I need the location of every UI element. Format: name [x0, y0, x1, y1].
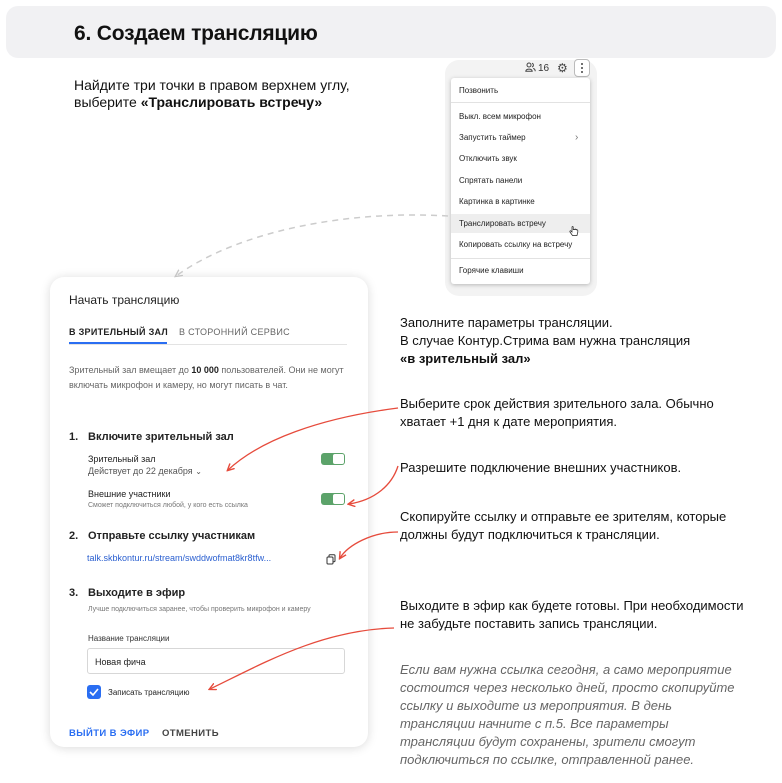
hall-until-text: Действует до 22 декабря — [88, 466, 193, 476]
tab-viewing-hall[interactable]: В ЗРИТЕЛЬНЫЙ ЗАЛ — [69, 327, 169, 337]
record-checkbox-label: Записать трансляцию — [108, 688, 190, 697]
description-text: Зрительный зал вмещает до — [69, 365, 192, 375]
broadcast-link[interactable]: talk.skbkontur.ru/stream/swddwofmat8kr8tfw... — [87, 553, 272, 563]
arrow-to-external-toggle — [349, 466, 398, 504]
menu-item-copy-link[interactable]: Копировать ссылку на встречу — [459, 240, 573, 249]
instruction-text: Найдите три точки в правом верхнем углу, выберите — [74, 77, 350, 110]
description-capacity: 10 000 — [191, 365, 219, 375]
menu-item-timer[interactable]: Запустить таймер — [459, 133, 526, 142]
menu-item-pip[interactable]: Картинка в картинке — [459, 197, 535, 206]
explanation-duration: Выберите срок действия зрительного зала. Обычно хватает +1 дня к дате мероприятия. — [400, 396, 714, 429]
explanation-external: Разрешите подключение внешних участников. — [400, 460, 682, 475]
menu-item-mute-all[interactable]: Выкл. всем микрофон — [459, 112, 541, 121]
explanation-copy-link: Скопируйте ссылку и отправьте ее зрителям, которые должны будут подключиться к трансляции. — [400, 509, 727, 542]
step-number: 2. — [69, 530, 79, 542]
chevron-right-icon: › — [575, 132, 579, 143]
go-live-button[interactable]: ВЫЙТИ В ЭФИР — [69, 728, 150, 739]
menu-item-call[interactable]: Позвонить — [459, 86, 499, 95]
menu-item-broadcast[interactable]: Транслировать встречу — [451, 214, 590, 233]
broadcast-name-label: Название трансляции — [88, 634, 170, 643]
tab-external-service[interactable]: В СТОРОННИЙ СЕРВИС — [179, 327, 290, 337]
gear-icon[interactable]: ⚙ — [557, 61, 568, 75]
instruction-bold: «Транслировать встречу» — [140, 94, 323, 110]
step3-title: Выходите в эфир — [88, 587, 186, 599]
page-title: 6. Создаем трансляцию — [74, 22, 318, 45]
explanation-note: Если вам нужна ссылка сегодня, а само мероприятие состоится через несколько дней, просто скопируйте ссылку и выходите из мероприятия. В день трансляции начните с п.5. Все параметры трансляции будут сохранены, зрители смогут подключиться по ссылке, отправленной ранее. — [400, 662, 735, 767]
menu-item-hotkeys[interactable]: Горячие клавиши — [459, 266, 524, 275]
explanation-go-live: Выходите в эфир как будете готовы. При необходимости не забудьте поставить запись трансляции. — [400, 598, 744, 631]
step-number: 3. — [69, 587, 79, 599]
explanation-params-line2: В случае Контур.Стрима вам нужна трансляция — [400, 333, 691, 348]
arrow-to-record-checkbox — [210, 628, 394, 689]
step3-hint: Лучше подключиться заранее, чтобы проверить микрофон и камеру — [88, 606, 311, 613]
explanation-params-line1: Заполните параметры трансляции. — [400, 315, 613, 330]
step1-title: Включите зрительный зал — [88, 431, 234, 443]
menu-item-hide-panels[interactable]: Спрятать панели — [459, 176, 523, 185]
dialog-title: Начать трансляцию — [69, 293, 180, 307]
arrow-to-hall-date — [228, 408, 398, 470]
arrow-dashed-menu-to-dialog — [176, 215, 448, 276]
arrow-to-copy-icon — [340, 532, 398, 558]
hall-label: Зрительный зал — [88, 454, 156, 464]
external-hint: Сможет подключиться любой, у кого есть ссылка — [88, 502, 248, 509]
step2-title: Отправьте ссылку участникам — [88, 530, 256, 542]
broadcast-name-input[interactable]: Новая фича — [87, 648, 345, 674]
menu-item-sound-off[interactable]: Отключить звук — [459, 154, 517, 163]
explanation-params-bold: «в зрительный зал» — [400, 351, 531, 366]
participants-count: 16 — [538, 63, 550, 74]
description-text-end: пользователей. Они не могут включать микрофон и камеру, но могут писать в чат. — [69, 365, 344, 390]
step-number: 1. — [69, 431, 79, 443]
external-label: Внешние участники — [88, 489, 171, 499]
cancel-button[interactable]: ОТМЕНИТЬ — [162, 728, 219, 739]
chevron-down-icon: ⌄ — [195, 467, 202, 476]
